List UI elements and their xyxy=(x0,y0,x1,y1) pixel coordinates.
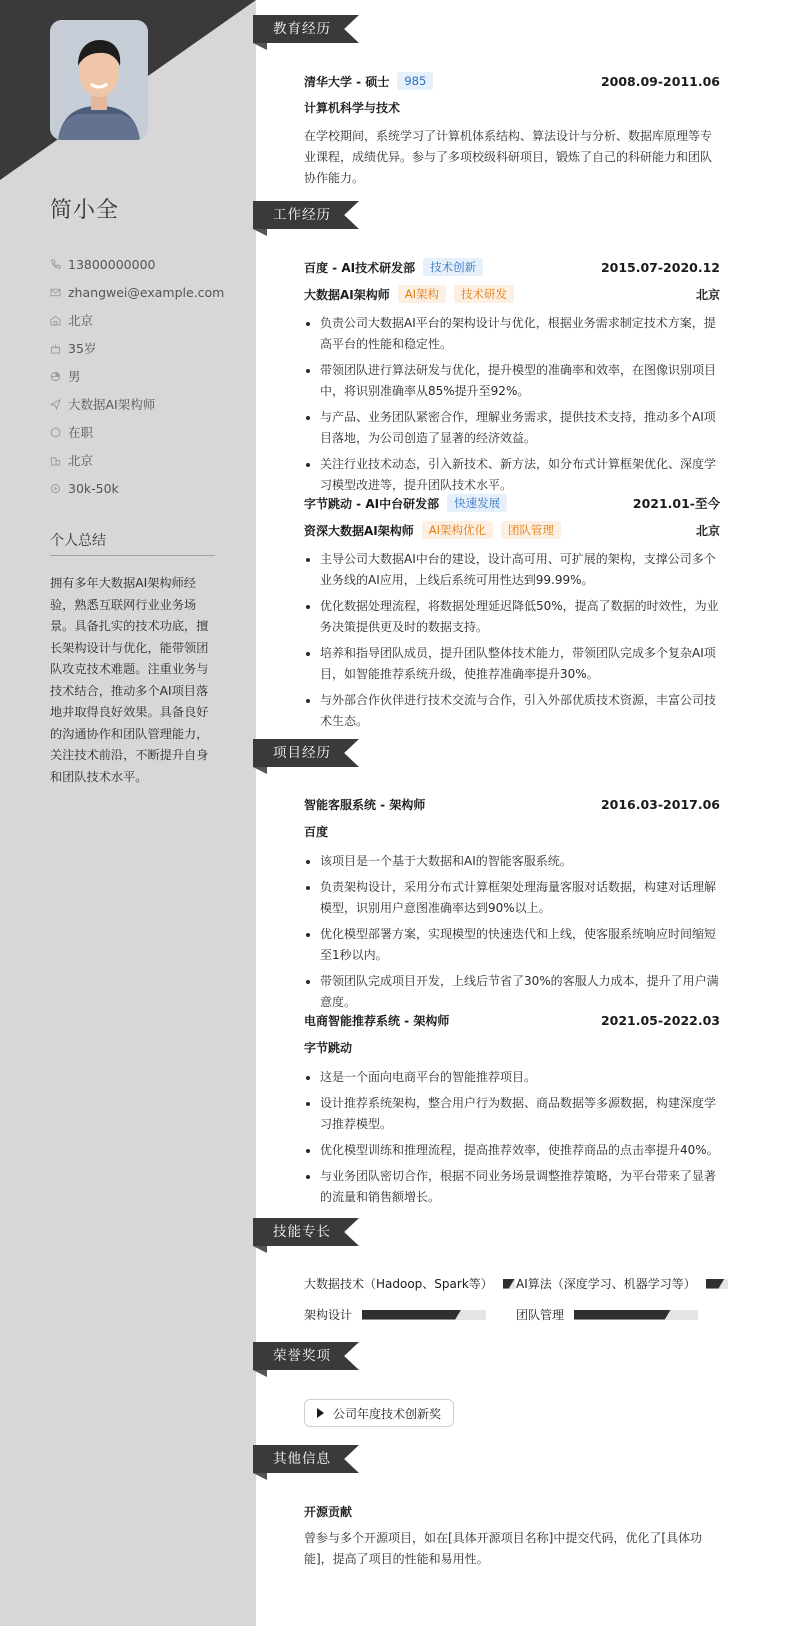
skill-name: 架构设计 xyxy=(304,1308,353,1322)
work-entry xyxy=(304,257,720,501)
skill-name: AI算法（深度学习、机器学习等） xyxy=(516,1277,696,1291)
section-header-honors xyxy=(253,1342,359,1370)
project-date: 2021.05-2022.03 xyxy=(600,1012,720,1028)
skill-item xyxy=(516,1306,698,1323)
contact-list xyxy=(50,250,230,502)
other-title: 开源贡献 xyxy=(304,1504,353,1519)
honor-label: 公司年度技术创新奖 xyxy=(333,1406,442,1421)
role-tag: 团队管理 xyxy=(501,521,561,539)
skill-item xyxy=(304,1275,515,1292)
skill-bar xyxy=(574,1310,698,1320)
role-tag: 技术研发 xyxy=(454,285,514,303)
other-entry xyxy=(304,1501,720,1570)
contact-location xyxy=(50,306,230,334)
contact-text: 北京 xyxy=(68,453,94,468)
skill-bar xyxy=(362,1310,486,1320)
summary-title: 个人总结 xyxy=(50,533,106,549)
contact-phone xyxy=(50,250,230,278)
contact-salary xyxy=(50,474,230,502)
skill-bar-fill xyxy=(574,1310,671,1320)
education-date: 2008.09-2011.06 xyxy=(600,73,720,89)
project-entry xyxy=(304,794,720,1018)
school-name: 清华大学 - 硕士 xyxy=(304,74,390,89)
company-name: 字节跳动 - AI中台研发部 xyxy=(304,496,440,511)
section-header-skills xyxy=(253,1218,359,1246)
list-item: 该项目是一个基于大数据和AI的智能客服系统。 xyxy=(304,851,720,872)
section-title: 工作经历 xyxy=(273,207,331,223)
skill-bar-fill xyxy=(362,1310,461,1320)
list-item: 优化数据处理流程，将数据处理延迟降低50%，提高了数据的时效性，为业务决策提供更及时的数据支持。 xyxy=(304,596,720,638)
project-date: 2016.03-2017.06 xyxy=(600,796,720,812)
contact-text: 35岁 xyxy=(68,341,97,356)
role-name: 资深大数据AI架构师 xyxy=(304,523,414,538)
status-icon xyxy=(50,427,68,438)
list-item: 这是一个面向电商平台的智能推荐项目。 xyxy=(304,1067,720,1088)
skill-bar xyxy=(706,1279,728,1289)
section-header-other xyxy=(253,1445,359,1473)
project-name: 智能客服系统 - 架构师 xyxy=(304,797,426,812)
position-icon xyxy=(50,399,68,410)
company-tag: 快速发展 xyxy=(447,494,507,512)
project-entry xyxy=(304,1010,720,1213)
work-city: 北京 xyxy=(695,287,720,302)
contact-position xyxy=(50,390,230,418)
section-header-education xyxy=(253,15,359,43)
list-item: 带领团队完成项目开发，上线后节省了30%的客服人力成本，提升了用户满意度。 xyxy=(304,971,720,1013)
project-name: 电商智能推荐系统 - 架构师 xyxy=(304,1013,450,1028)
skill-bar xyxy=(503,1279,515,1289)
section-title: 其他信息 xyxy=(273,1451,331,1467)
city-icon xyxy=(50,455,68,466)
contact-email xyxy=(50,278,230,306)
section-header-work xyxy=(253,201,359,229)
contact-age xyxy=(50,334,230,362)
education-desc: 在学校期间，系统学习了计算机体系结构、算法设计与分析、数据库原理等专业课程，成绩优异。参与了多项校级科研项目，锻炼了自己的科研能力和团队协作能力。 xyxy=(304,129,713,185)
work-bullets xyxy=(304,549,720,732)
phone-icon xyxy=(50,259,68,270)
school-tag: 985 xyxy=(397,72,433,90)
contact-text: 30k-50k xyxy=(68,480,119,496)
contact-text: 在职 xyxy=(68,425,94,440)
list-item: 负责公司大数据AI平台的架构设计与优化，根据业务需求制定技术方案，提高平台的性能和稳定性。 xyxy=(304,313,720,355)
avatar xyxy=(50,20,148,140)
other-text: 曾参与多个开源项目，如在[具体开源项目名称]中提交代码，优化了[具体功能]，提高了项目的性能和易用性。 xyxy=(304,1531,703,1566)
work-entry xyxy=(304,493,720,737)
honor-item[interactable] xyxy=(304,1399,454,1427)
contact-text: 13800000000 xyxy=(68,256,156,272)
list-item: 培养和指导团队成员，提升团队整体技术能力，带领团队完成多个复杂AI项目，如智能推荐系统升级，使推荐准确率提升30%。 xyxy=(304,643,720,685)
skill-bar-fill xyxy=(503,1279,515,1289)
contact-text: 北京 xyxy=(68,313,94,328)
role-tag: AI架构 xyxy=(398,285,446,303)
project-company: 百度 xyxy=(304,824,329,839)
list-item: 与产品、业务团队紧密合作，理解业务需求，提供技术支持，推动多个AI项目落地，为公司创造了显著的经济效益。 xyxy=(304,407,720,449)
contact-gender xyxy=(50,362,230,390)
education-entry xyxy=(304,71,720,189)
section-title: 技能专长 xyxy=(273,1224,331,1240)
list-item: 带领团队进行算法研发与优化，提升模型的准确率和效率，在图像识别项目中，将识别准确率从85%提升至92%。 xyxy=(304,360,720,402)
section-header-projects xyxy=(253,739,359,767)
play-icon xyxy=(317,1408,324,1418)
contact-text: zhangwei@example.com xyxy=(68,284,225,300)
work-date: 2021.01-至今 xyxy=(632,496,720,511)
sidebar xyxy=(0,0,256,1626)
role-name: 大数据AI架构师 xyxy=(304,287,390,302)
list-item: 与业务团队密切合作，根据不同业务场景调整推荐策略，为平台带来了显著的流量和销售额增长。 xyxy=(304,1166,720,1208)
avatar-photo-icon xyxy=(50,20,148,140)
skill-name: 团队管理 xyxy=(516,1308,565,1322)
contact-text: 大数据AI架构师 xyxy=(68,397,156,412)
work-city: 北京 xyxy=(695,523,720,538)
work-date: 2015.07-2020.12 xyxy=(600,259,720,275)
profile-name: 简小全 xyxy=(50,198,120,223)
project-company: 字节跳动 xyxy=(304,1040,353,1055)
role-tag: AI架构优化 xyxy=(422,521,493,539)
contact-text: 男 xyxy=(68,369,81,384)
contact-city xyxy=(50,446,230,474)
list-item: 主导公司大数据AI中台的建设，设计高可用、可扩展的架构，支撑公司多个业务线的AI应用，上线后系统可用性达到99.99%。 xyxy=(304,549,720,591)
list-item: 优化模型部署方案，实现模型的快速迭代和上线，使客服系统响应时间缩短至1秒以内。 xyxy=(304,924,720,966)
list-item: 优化模型训练和推理流程，提高推荐效率，使推荐商品的点击率提升40%。 xyxy=(304,1140,720,1161)
major: 计算机科学与技术 xyxy=(304,100,401,115)
summary-text: 拥有多年大数据AI架构师经验，熟悉互联网行业业务场景。具备扎实的技术功底，擅长架构设计与优化，能带领团队攻克技术难题。注重业务与技术结合，推动多个AI项目落地并取得良好效果。具备良好的沟通协作和团队管理能力，关注技术前沿，不断提升自身和团队技术水平。 xyxy=(50,576,209,784)
list-item: 设计推荐系统架构，整合用户行为数据、商品数据等多源数据，构建深度学习推荐模型。 xyxy=(304,1093,720,1135)
summary-divider xyxy=(50,555,215,556)
skill-item xyxy=(516,1275,728,1292)
project-bullets xyxy=(304,851,720,1013)
company-name: 百度 - AI技术研发部 xyxy=(304,260,416,275)
skill-name: 大数据技术（Hadoop、Spark等） xyxy=(304,1277,493,1291)
salary-icon xyxy=(50,483,68,494)
skill-item xyxy=(304,1306,486,1323)
contact-status xyxy=(50,418,230,446)
gender-icon xyxy=(50,371,68,382)
section-title: 荣誉奖项 xyxy=(273,1348,331,1364)
section-title: 教育经历 xyxy=(273,21,331,37)
list-item: 与外部合作伙伴进行技术交流与合作，引入外部优质技术资源，丰富公司技术生态。 xyxy=(304,690,720,732)
mail-icon xyxy=(50,287,68,298)
location-icon xyxy=(50,315,68,326)
project-bullets xyxy=(304,1067,720,1208)
work-bullets xyxy=(304,313,720,496)
list-item: 关注行业技术动态，引入新技术、新方法，如分布式计算框架优化、深度学习模型改进等，提升团队技术水平。 xyxy=(304,454,720,496)
list-item: 负责架构设计，采用分布式计算框架处理海量客服对话数据，构建对话理解模型，识别用户意图准确率达到90%以上。 xyxy=(304,877,720,919)
age-icon xyxy=(50,343,68,354)
company-tag: 技术创新 xyxy=(423,258,483,276)
section-title: 项目经历 xyxy=(273,745,331,761)
skill-bar-fill xyxy=(706,1279,725,1289)
